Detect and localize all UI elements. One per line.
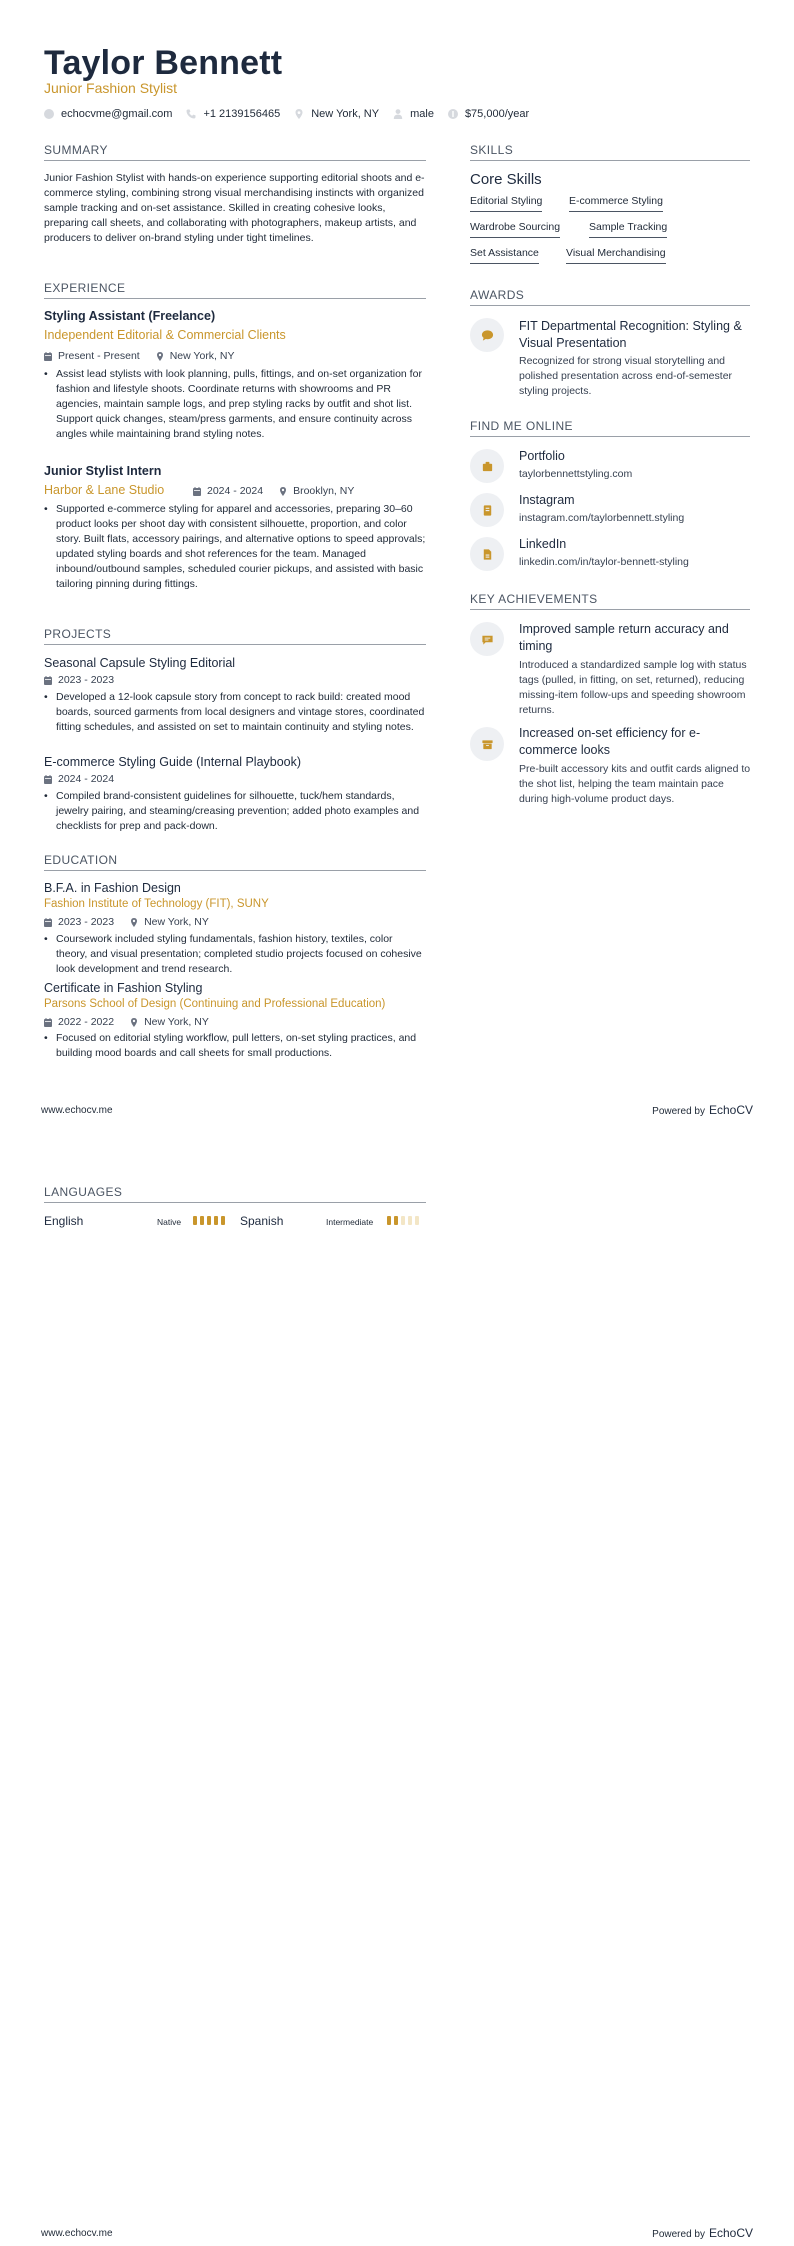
list-item: • Developed a 12-look capsule story from concept to rack build: created mood boards, sourced garments from local designers and vintage stores, coordinated fitting schedules, and assisted on set to maintain continuity and styling notes.	[44, 691, 425, 733]
footer-powered	[652, 2226, 753, 2240]
education-bullets	[44, 932, 426, 977]
education-dates	[44, 916, 114, 928]
job-dates	[44, 350, 140, 362]
job-title: Styling Assistant (Freelance)	[44, 309, 216, 323]
online-link[interactable]: instagram.com/taylorbennett.styling	[519, 512, 685, 524]
education-school: Fashion Institute of Technology (FIT), SUNY	[44, 898, 269, 910]
education-heading: EDUCATION	[44, 853, 426, 871]
money-icon	[448, 109, 458, 119]
education-meta	[44, 916, 225, 928]
bullet-text: Coursework included styling fundamentals, fashion history, textiles, color theory, and visual presentation; completed studio projects focused on cohesive look development and trend research.	[56, 933, 422, 975]
award-title: FIT Departmental Recognition: Styling & Visual Presentation	[519, 319, 742, 350]
contact-bar	[44, 108, 543, 120]
contact-salary-text: $75,000/year	[464, 108, 530, 120]
footer-site[interactable]: www.echocv.me	[41, 2228, 113, 2239]
footer-powered	[652, 1103, 753, 1117]
job-location	[156, 350, 235, 362]
achievements-heading: KEY ACHIEVEMENTS	[470, 592, 750, 610]
online-title: LinkedIn	[519, 537, 567, 551]
job-location-text: Brooklyn, NY	[293, 485, 355, 497]
language-level: Intermediate	[326, 1217, 374, 1227]
education-location	[130, 1016, 209, 1028]
project-dates-text: 2024 - 2024	[58, 773, 115, 785]
online-link[interactable]: taylorbennettstyling.com	[519, 468, 633, 480]
skill-tag: Sample Tracking	[589, 221, 667, 238]
bullet-text: Supported e-commerce styling for apparel and accessories, preparing 30–60 product looks per shoot day with consistent silhouette, proportion, and color story. Built flats, accessory pairings, and alternative options to speed approvals; updated styling boards and shot references for the team. Managed inbound/outbound samples, scheduled courier pickups, and assisted with basic tailoring pinning during fittings.	[56, 503, 426, 590]
skills-group-title: Core Skills	[470, 171, 542, 188]
location-pin-icon	[279, 487, 287, 496]
bullet-text: Assist lead stylists with look planning, pulls, fittings, and on-set organization for fashion and lifestyle shoots. Coordinate returns with showrooms and PR agencies, maintain sample logs, and prep styling racks by outfit and shot list. Support quick changes, steam/press garments, and ensure continuity across angles while maintaining brand styling notes.	[56, 368, 422, 440]
job-meta	[193, 485, 370, 497]
language-level-segment	[401, 1216, 405, 1225]
job-location-text: New York, NY	[169, 350, 235, 362]
online-icon-badge	[470, 537, 504, 571]
job-meta	[44, 350, 250, 362]
calendar-icon	[193, 487, 201, 496]
skills-heading: SKILLS	[470, 143, 750, 161]
list-item: • Supported e-commerce styling for apparel and accessories, preparing 30–60 product looks per shoot day with consistent silhouette, proportion, and color story. Built flats, accessory pairings, and alternative options to speed approvals; updated styling boards and shot references for the team. Managed inbound/outbound samples, scheduled courier pickups, and assisted with basic tailoring pinning during fittings.	[44, 503, 426, 590]
language-level: Native	[157, 1217, 182, 1227]
bullet-text: Compiled brand-consistent guidelines for silhouette, tuck/hem standards, jewelry pairing, and steaming/creasing prevention; added photo examples and checklists for prep and pack-down.	[56, 790, 420, 832]
project-bullets	[44, 690, 426, 735]
language-level-bars	[193, 1216, 228, 1225]
education-dates-text: 2023 - 2023	[58, 916, 115, 928]
summary-text: Junior Fashion Stylist with hands-on experience supporting editorial shoots and e-commerce styling, combining strong visual merchandising instincts with organized sample tracking and on-set assistance. Skilled in creating cohesive looks, preparing call sheets, and collaborating with photographers, makeup artists, and producers to deliver on-brand styling under tight timelines.	[44, 172, 425, 244]
language-level-segment	[207, 1216, 211, 1225]
online-title: Instagram	[519, 493, 575, 507]
job-bullets	[44, 367, 426, 442]
award-description: Recognized for strong visual storytelling and polished presentation across end-of-semester styling projects.	[519, 355, 733, 397]
job-dates-text: 2024 - 2024	[207, 485, 264, 497]
calendar-icon	[44, 676, 52, 685]
location-pin-icon	[294, 109, 304, 119]
footer-brand[interactable]: EchoCV	[708, 2226, 753, 2240]
footer-powered-text: Powered by	[652, 2229, 705, 2240]
education-school: Parsons School of Design (Continuing and Professional Education)	[44, 998, 386, 1010]
location-pin-icon	[130, 1018, 138, 1027]
education-location-text: New York, NY	[144, 1016, 209, 1028]
experience-heading: EXPERIENCE	[44, 281, 426, 299]
list-item: • Coursework included styling fundamentals, fashion history, textiles, color theory, and visual presentation; completed studio projects focused on cohesive look development and trend research.	[44, 932, 426, 977]
skill-tag: Set Assistance	[470, 247, 539, 264]
project-dates	[44, 674, 114, 686]
job-company: Independent Editorial & Commercial Clients	[44, 328, 286, 342]
skill-tag: Wardrobe Sourcing	[470, 221, 560, 238]
project-bullets	[44, 789, 426, 834]
online-icon-badge	[470, 449, 504, 483]
footer-site[interactable]: www.echocv.me	[41, 1105, 113, 1116]
location-pin-icon	[130, 918, 138, 927]
achievement-title: Improved sample return accuracy and timing	[519, 622, 729, 653]
language-level-bars	[387, 1216, 422, 1225]
job-location	[279, 485, 354, 497]
linkedin-icon	[481, 548, 494, 561]
contact-phone-text: +1 2139156465	[203, 108, 281, 120]
education-location-text: New York, NY	[144, 916, 209, 928]
education-degree: Certificate in Fashion Styling	[44, 981, 203, 995]
language-level-segment	[387, 1216, 391, 1225]
job-title: Junior Stylist Intern	[44, 464, 162, 478]
contact-gender-text: male	[410, 108, 434, 120]
language-level-segment	[408, 1216, 412, 1225]
language-level-segment	[214, 1216, 218, 1225]
online-link[interactable]: linkedin.com/in/taylor-bennett-styling	[519, 556, 689, 568]
contact-email-text: echocvme@gmail.com	[61, 108, 173, 120]
phone-icon	[186, 109, 196, 119]
online-icon-badge	[470, 493, 504, 527]
achievement-title: Increased on-set efficiency for e-commerce looks	[519, 726, 701, 757]
project-title: Seasonal Capsule Styling Editorial	[44, 656, 236, 670]
summary-heading: SUMMARY	[44, 143, 426, 161]
online-heading: FIND ME ONLINE	[470, 419, 750, 437]
language-name: Spanish	[240, 1214, 284, 1228]
education-meta	[44, 1016, 225, 1028]
chat-bubble-icon	[481, 329, 494, 342]
instagram-icon	[481, 504, 494, 517]
achievement-description: Pre-built accessory kits and outfit cards aligned to the shot list, helping the team maintain pace during high-volume product days.	[519, 763, 751, 805]
project-dates	[44, 773, 114, 785]
calendar-icon	[44, 775, 52, 784]
languages-heading: LANGUAGES	[44, 1185, 426, 1203]
list-item: • Compiled brand-consistent guidelines for silhouette, tuck/hem standards, jewelry pairing, and steaming/creasing prevention; added photo examples and checklists for prep and pack-down.	[44, 789, 426, 834]
education-dates	[44, 1016, 114, 1028]
education-bullets	[44, 1031, 426, 1061]
job-dates-text: Present - Present	[58, 350, 140, 362]
calendar-icon	[44, 1018, 52, 1027]
language-level-segment	[193, 1216, 197, 1225]
achievement-description: Introduced a standardized sample log with status tags (pulled, in fitting, on set, returned), reducing missing-item follow-ups and speeding showroom returns.	[519, 659, 747, 716]
job-dates	[193, 485, 263, 497]
email-icon	[44, 109, 54, 119]
location-pin-icon	[156, 352, 164, 361]
portfolio-icon	[481, 460, 494, 473]
contact-email[interactable]	[44, 108, 172, 120]
contact-phone[interactable]	[186, 108, 280, 120]
job-company: Harbor & Lane Studio	[44, 483, 165, 497]
project-meta	[44, 674, 130, 686]
language-name: English	[44, 1214, 84, 1228]
contact-gender	[393, 108, 434, 120]
projects-heading: PROJECTS	[44, 627, 426, 645]
skill-tag: Visual Merchandising	[566, 247, 666, 264]
candidate-name: Taylor Bennett	[44, 44, 283, 82]
achievement-icon-badge	[470, 622, 504, 656]
education-degree: B.F.A. in Fashion Design	[44, 881, 181, 895]
list-item: • Focused on editorial styling workflow, pull letters, on-set styling practices, and building mood boards and call sheets for small productions.	[44, 1031, 426, 1061]
archive-box-icon	[481, 738, 494, 751]
job-bullets	[44, 502, 426, 592]
footer-brand[interactable]: EchoCV	[708, 1103, 753, 1117]
list-item: • Assist lead stylists with look planning, pulls, fittings, and on-set organization for fashion and lifestyle shoots. Coordinate returns with showrooms and PR agencies, maintain sample logs, and prep styling racks by outfit and shot list. Support quick changes, steam/press garments, and ensure continuity across angles while maintaining brand styling notes.	[44, 367, 426, 442]
project-title: E-commerce Styling Guide (Internal Playbook)	[44, 755, 302, 769]
skill-tag: E-commerce Styling	[569, 195, 663, 212]
language-level-segment	[394, 1216, 398, 1225]
contact-location-text: New York, NY	[311, 108, 380, 120]
contact-salary	[448, 108, 529, 120]
education-location	[130, 916, 209, 928]
message-icon	[481, 633, 494, 646]
awards-heading: AWARDS	[470, 288, 750, 306]
bullet-text: Developed a 12-look capsule story from concept to rack build: created mood boards, sourced garments from local designers and vintage stores, coordinated fitting schedules, and assisted on set to maintain continuity and styling notes.	[56, 691, 425, 733]
project-meta	[44, 773, 130, 785]
achievement-icon-badge	[470, 727, 504, 761]
education-dates-text: 2022 - 2022	[58, 1016, 115, 1028]
online-title: Portfolio	[519, 449, 565, 463]
skill-tag: Editorial Styling	[470, 195, 542, 212]
language-level-segment	[221, 1216, 225, 1225]
calendar-icon	[44, 352, 52, 361]
award-icon-badge	[470, 318, 504, 352]
calendar-icon	[44, 918, 52, 927]
language-level-segment	[415, 1216, 419, 1225]
footer-powered-text: Powered by	[652, 1106, 705, 1117]
candidate-title: Junior Fashion Stylist	[44, 80, 178, 96]
bullet-text: Focused on editorial styling workflow, pull letters, on-set styling practices, and building mood boards and call sheets for small productions.	[56, 1032, 417, 1059]
project-dates-text: 2023 - 2023	[58, 674, 115, 686]
resume-page-2	[0, 1123, 794, 2246]
contact-location	[294, 108, 379, 120]
language-level-segment	[200, 1216, 204, 1225]
person-icon	[393, 109, 403, 119]
